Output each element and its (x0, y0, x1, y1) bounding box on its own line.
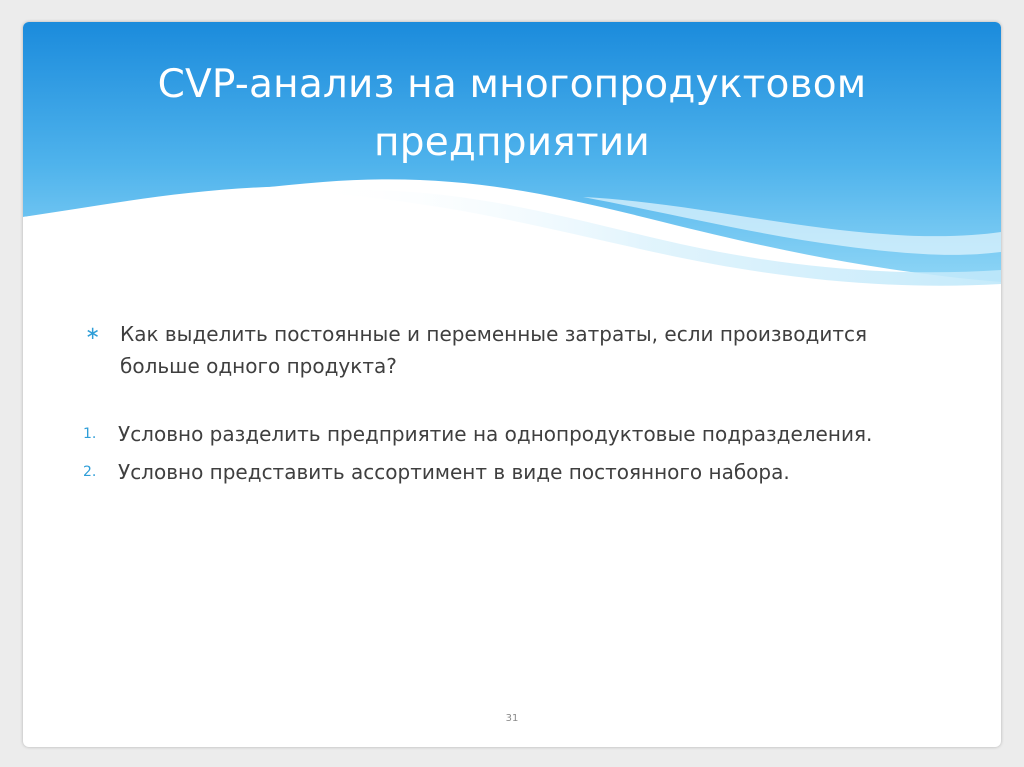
numbered-text-1: Условно разделить предприятие на однопродуктовые подразделения. (118, 422, 873, 446)
slide (23, 22, 1001, 747)
numbered-text-2: Условно представить ассортимент в виде постоянного набора. (118, 460, 790, 484)
numbered-marker-2: 2. (83, 464, 97, 480)
numbered-marker-1: 1. (83, 426, 97, 442)
numbered-item-1 (83, 418, 943, 450)
page-number: 31 (505, 713, 519, 724)
bullet-marker: ∗ (85, 323, 101, 344)
bullet-item (83, 318, 943, 382)
slide-body (83, 318, 943, 488)
slide-title-text: CVP-анализ на многопродуктовом предприятии (157, 62, 867, 165)
numbered-item-2 (83, 456, 943, 488)
bullet-text: Как выделить постоянные и переменные затраты, если производится больше одного продукта? (120, 322, 868, 378)
slide-title (23, 56, 1001, 172)
